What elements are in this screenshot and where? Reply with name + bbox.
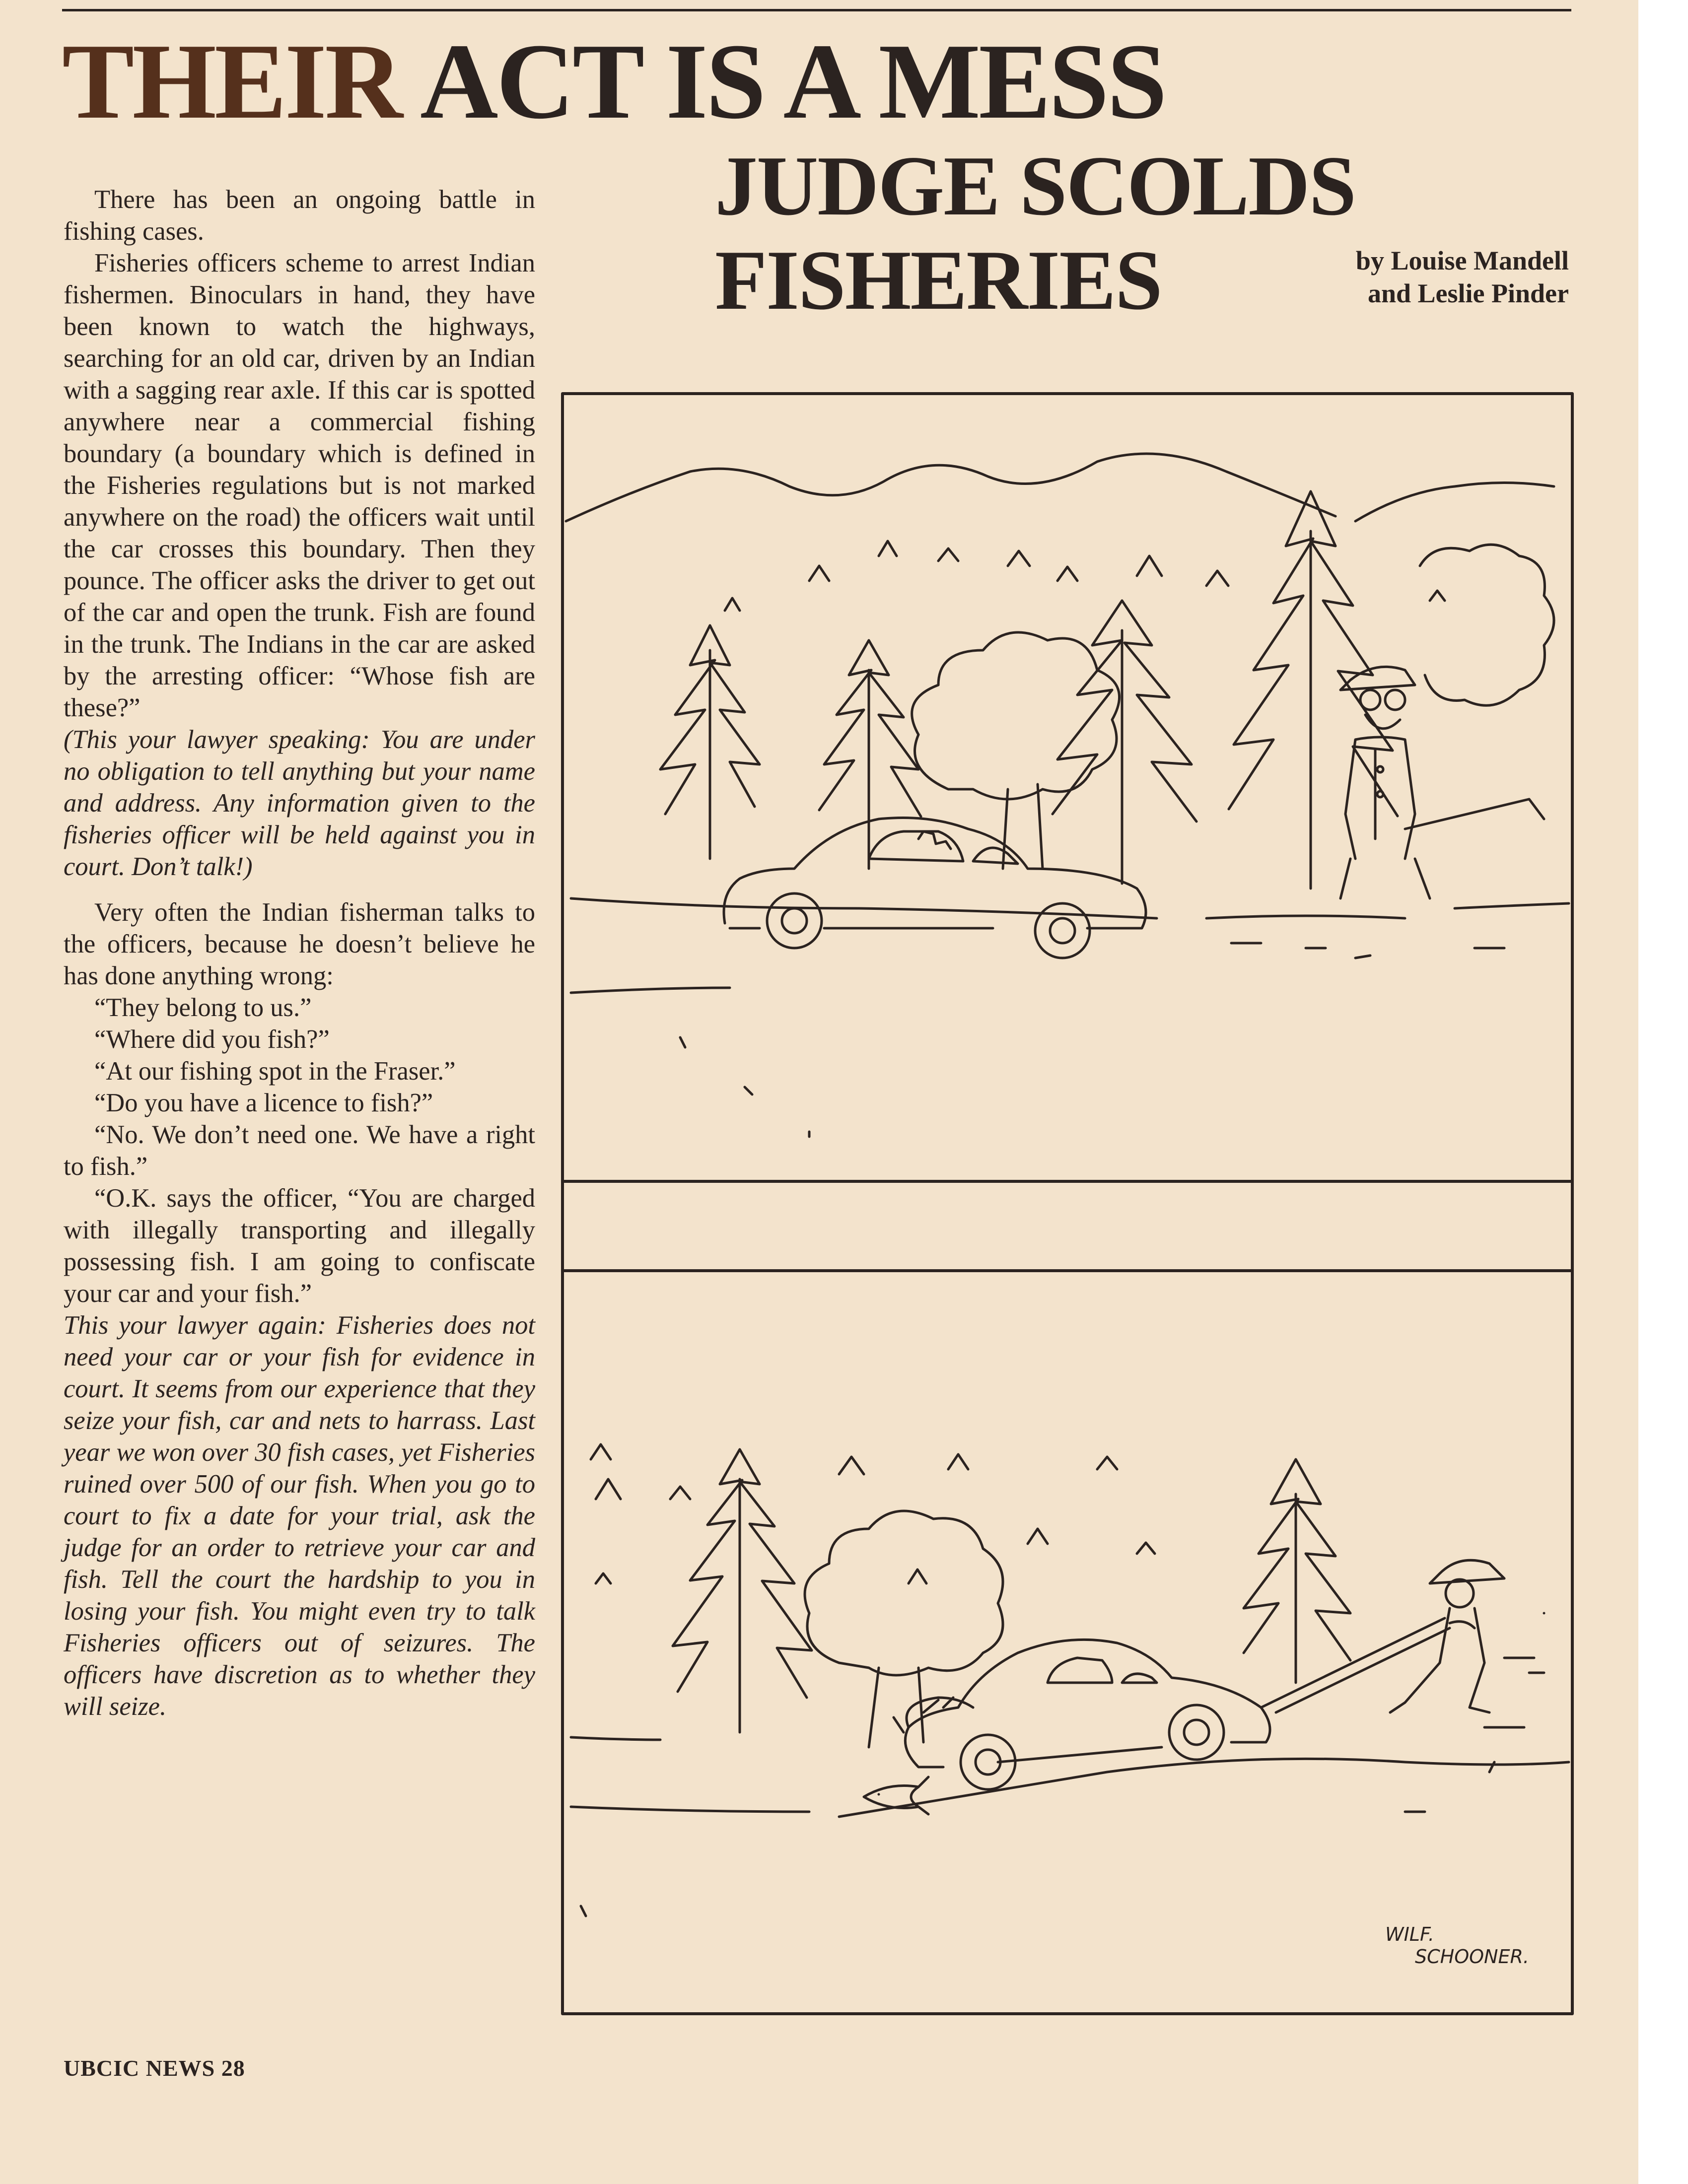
subheadline-line-1: JUDGE SCOLDS bbox=[715, 139, 1356, 233]
car-wheel bbox=[1169, 1705, 1224, 1760]
fish bbox=[864, 1777, 928, 1814]
car-wheel bbox=[1050, 918, 1075, 943]
article-paragraph: Fisheries officers scheme to arrest Indian fishermen. Binoculars in hand, they have been known to watch the highways, searching for an old car, driven by an Indian with a sagging rear axle. If this car is spotted anywhere near a commercial fishing boundary (a boundary which is defined in the Fisheries regulations but is not marked anywhere on the road) the officers wait until the car crosses this boundary. Then they pounce. The officer asks the driver to get out of the car and open the trunk. Fish are found in the trunk. The Indians in the car are asked by the arresting officer: “Whose fish are these?” bbox=[64, 249, 535, 722]
subheadline-line-2: FISHERIES bbox=[715, 233, 1162, 328]
distant-trees bbox=[725, 541, 1445, 611]
officer-pulling-car bbox=[1261, 1560, 1504, 1712]
road-edge bbox=[571, 988, 730, 993]
byline-line-1: by Louise Mandell bbox=[1355, 246, 1569, 275]
mountain-ridge bbox=[566, 454, 1336, 521]
pine-tree bbox=[673, 1449, 812, 1732]
cartoon-signature: SCHOONER. bbox=[1415, 1946, 1529, 1968]
headline-first-word: THEIR bbox=[62, 22, 401, 141]
page-folio: UBCIC NEWS 28 bbox=[64, 2055, 245, 2081]
car-window bbox=[869, 831, 1018, 864]
article-paragraph: There has been an ongoing battle in fishing cases. bbox=[64, 185, 535, 246]
article-paragraph: Very often the Indian fisherman talks to the officers, because he doesn’t believe he has done anything wrong: bbox=[64, 898, 535, 990]
deciduous-tree bbox=[805, 1511, 1003, 1747]
top-panel-scene bbox=[566, 454, 1569, 1137]
bush bbox=[1420, 545, 1554, 705]
dialogue-line: “No. We don’t need one. We have a right to fish.” bbox=[64, 1120, 535, 1181]
cartoon-frame bbox=[563, 394, 1572, 2014]
pine-tree bbox=[660, 625, 760, 859]
cartoon-signature: WILF. bbox=[1385, 1923, 1434, 1945]
lawyer-note: (This your lawyer speaking: You are under no obligation to tell anything but your name and address. Any information given to the fisheries officer will be held against you in court. Don’t talk!) bbox=[64, 725, 535, 881]
ground-marks bbox=[581, 1613, 1544, 1916]
pine-tree bbox=[1053, 601, 1196, 884]
dialogue-line: “O.K. says the officer, “You are charged with illegally transporting and illegally possessing fish. I am going to confiscate your car and your fish.” bbox=[64, 1184, 535, 1308]
headline-rest: ACT IS A MESS bbox=[401, 22, 1166, 141]
byline bbox=[1271, 244, 1569, 310]
dialogue-line: “At our fishing spot in the Fraser.” bbox=[94, 1057, 456, 1086]
byline-line-2: and Leslie Pinder bbox=[1367, 278, 1569, 308]
headline bbox=[62, 22, 1165, 141]
top-rule bbox=[62, 9, 1571, 11]
car-wheel bbox=[1035, 903, 1090, 958]
mountain-ridge bbox=[1355, 483, 1554, 522]
article-body bbox=[64, 184, 535, 1722]
car-wheel bbox=[767, 893, 822, 948]
car-wheel bbox=[1184, 1720, 1209, 1745]
car-wheel bbox=[782, 908, 807, 933]
road-edge bbox=[571, 1759, 1569, 1817]
car-window bbox=[1048, 1658, 1157, 1683]
bottom-panel-scene bbox=[571, 1444, 1569, 1968]
dialogue-line: “They belong to us.” bbox=[94, 993, 312, 1022]
dialogue-line: “Do you have a licence to fish?” bbox=[94, 1089, 433, 1117]
road-edge bbox=[571, 898, 1569, 918]
officer-with-binoculars bbox=[1340, 667, 1544, 898]
cartoon-illustration bbox=[561, 392, 1574, 2015]
dialogue-line: “Where did you fish?” bbox=[94, 1025, 330, 1054]
ground-marks bbox=[680, 943, 1504, 1137]
pine-tree bbox=[1244, 1459, 1350, 1683]
subheadline bbox=[715, 139, 1355, 328]
lawyer-note: This your lawyer again: Fisheries does not need your car or your fish for evidence in court. It seems from our experience that they seize your fish, car and nets to harrass. Last year we won over 30 fish cases, yet Fisheries ruined over 500 of our fish. When you go to court to fix a date for your trial, ask the judge for an order to retrieve your car and fish. Tell the court the hardship to you in losing your fish. You might even try to talk Fisheries officers out of seizures. The officers have discretion as to whether they will seize. bbox=[64, 1311, 535, 1721]
distant-trees bbox=[591, 1444, 1155, 1583]
page-margin bbox=[1638, 0, 1688, 2184]
